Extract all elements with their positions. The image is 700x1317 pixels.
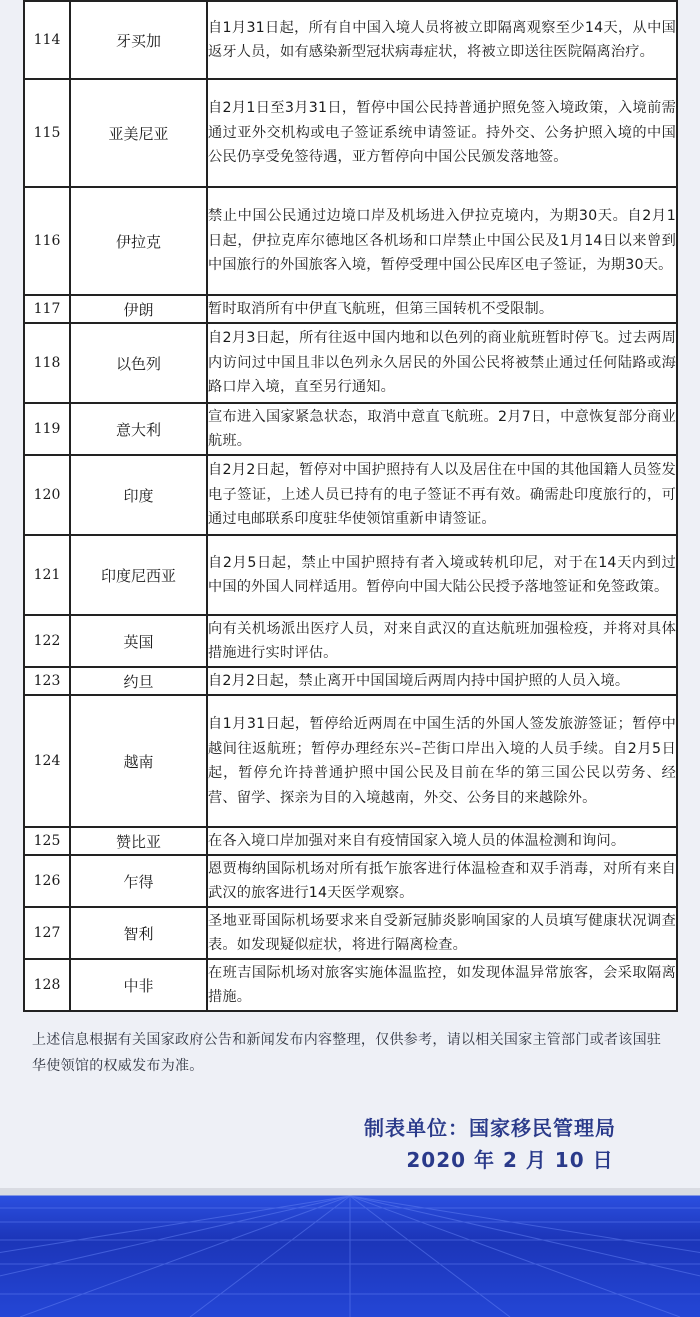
policy-description: 圣地亚哥国际机场要求来自受新冠肺炎影响国家的人员填写健康状况调查表。如发现疑似症状，将进行隔离检查。 xyxy=(207,907,677,959)
country-name: 印度 xyxy=(70,455,207,535)
policy-description: 禁止中国公民通过边境口岸及机场进入伊拉克境内，为期30天。自2月1日起，伊拉克库尔德地区各机场和口岸禁止中国公民及1月14日以来曾到中国旅行的外国旅客入境，暂停受理中国公民库区电子签证，为期30天。 xyxy=(207,187,677,295)
table-row xyxy=(24,1,677,79)
row-number: 127 xyxy=(24,907,70,959)
policy-description: 自2月1日至3月31日，暂停中国公民持普通护照免签入境政策，入境前需通过亚外交机构或电子签证系统申请签证。持外交、公务护照入境的中国公民仍享受免签待遇，亚方暂停向中国公民颁发落地签。 xyxy=(207,79,677,187)
table-row xyxy=(24,455,677,535)
issuer-label: 制表单位：国家移民管理局 xyxy=(364,1116,616,1140)
policy-description: 宣布进入国家紧急状态，取消中意直飞航班。2月7日，中意恢复部分商业航班。 xyxy=(207,403,677,455)
country-name: 印度尼西亚 xyxy=(70,535,207,615)
policy-table xyxy=(23,0,678,1012)
table-row xyxy=(24,403,677,455)
row-number: 115 xyxy=(24,79,70,187)
country-name: 牙买加 xyxy=(70,1,207,79)
table-row xyxy=(24,855,677,907)
table-row xyxy=(24,295,677,323)
issue-date: 2020 年 2 月 10 日 xyxy=(406,1148,614,1172)
table-row xyxy=(24,323,677,403)
country-name: 中非 xyxy=(70,959,207,1011)
policy-description: 暂时取消所有中伊直飞航班，但第三国转机不受限制。 xyxy=(207,295,677,323)
row-number: 121 xyxy=(24,535,70,615)
policy-description: 自1月31日起，暂停给近两周在中国生活的外国人签发旅游签证；暂停中越间往返航班；暂停办理经东兴–芒街口岸出入境的人员手续。自2月5日起，暂停允许持普通护照中国公民及目前在华的第三国公民以劳务、经营、留学、探亲为目的入境越南，外交、公务目的来越除外。 xyxy=(207,695,677,827)
table-row xyxy=(24,535,677,615)
country-name: 乍得 xyxy=(70,855,207,907)
table-row xyxy=(24,907,677,959)
country-name: 赞比亚 xyxy=(70,827,207,855)
country-name: 约旦 xyxy=(70,667,207,695)
table-row xyxy=(24,615,677,667)
policy-description: 在班吉国际机场对旅客实施体温监控，如发现体温异常旅客，会采取隔离措施。 xyxy=(207,959,677,1011)
row-number: 123 xyxy=(24,667,70,695)
row-number: 114 xyxy=(24,1,70,79)
row-number: 126 xyxy=(24,855,70,907)
policy-description: 在各入境口岸加强对来自有疫情国家入境人员的体温检测和询问。 xyxy=(207,827,677,855)
policy-description: 自2月2日起，禁止离开中国国境后两周内持中国护照的人员入境。 xyxy=(207,667,677,695)
policy-description: 自2月3日起，所有往返中国内地和以色列的商业航班暂时停飞。过去两周内访问过中国且非以色列永久居民的外国公民将被禁止通过任何陆路或海路口岸入境，直至另行通知。 xyxy=(207,323,677,403)
row-number: 128 xyxy=(24,959,70,1011)
country-name: 智利 xyxy=(70,907,207,959)
policy-description: 向有关机场派出医疗人员，对来自武汉的直达航班加强检疫，并将对具体措施进行实时评估。 xyxy=(207,615,677,667)
table-row xyxy=(24,79,677,187)
row-number: 118 xyxy=(24,323,70,403)
policy-description: 恩贾梅纳国际机场对所有抵乍旅客进行体温检查和双手消毒，对所有来自武汉的旅客进行14天医学观察。 xyxy=(207,855,677,907)
table-row xyxy=(24,695,677,827)
table-row xyxy=(24,959,677,1011)
row-number: 120 xyxy=(24,455,70,535)
footer-decoration xyxy=(0,1188,700,1317)
country-name: 英国 xyxy=(70,615,207,667)
country-name: 越南 xyxy=(70,695,207,827)
row-number: 119 xyxy=(24,403,70,455)
policy-description: 自2月5日起，禁止中国护照持有者入境或转机印尼，对于在14天内到过中国的外国人同样适用。暂停向中国大陆公民授予落地签证和免签政策。 xyxy=(207,535,677,615)
row-number: 125 xyxy=(24,827,70,855)
table-row xyxy=(24,827,677,855)
row-number: 122 xyxy=(24,615,70,667)
grid-floor-graphic xyxy=(0,1188,700,1317)
country-name: 以色列 xyxy=(70,323,207,403)
policy-description: 自1月31日起，所有自中国入境人员将被立即隔离观察至少14天，从中国返牙人员，如有感染新型冠状病毒症状，将被立即送往医院隔离治疗。 xyxy=(207,1,677,79)
disclaimer-note: 上述信息根据有关国家政府公告和新闻发布内容整理，仅供参考，请以相关国家主管部门或者该国驻华使领馆的权威发布为准。 xyxy=(32,1032,662,1074)
policy-table-body xyxy=(24,1,677,1011)
row-number: 124 xyxy=(24,695,70,827)
country-name: 伊拉克 xyxy=(70,187,207,295)
country-name: 伊朗 xyxy=(70,295,207,323)
row-number: 117 xyxy=(24,295,70,323)
policy-description: 自2月2日起，暂停对中国护照持有人以及居住在中国的其他国籍人员签发电子签证，上述人员已持有的电子签证不再有效。确需赴印度旅行的，可通过电邮联系印度驻华使领馆重新申请签证。 xyxy=(207,455,677,535)
row-number: 116 xyxy=(24,187,70,295)
table-row xyxy=(24,667,677,695)
country-name: 意大利 xyxy=(70,403,207,455)
table-row xyxy=(24,187,677,295)
country-name: 亚美尼亚 xyxy=(70,79,207,187)
